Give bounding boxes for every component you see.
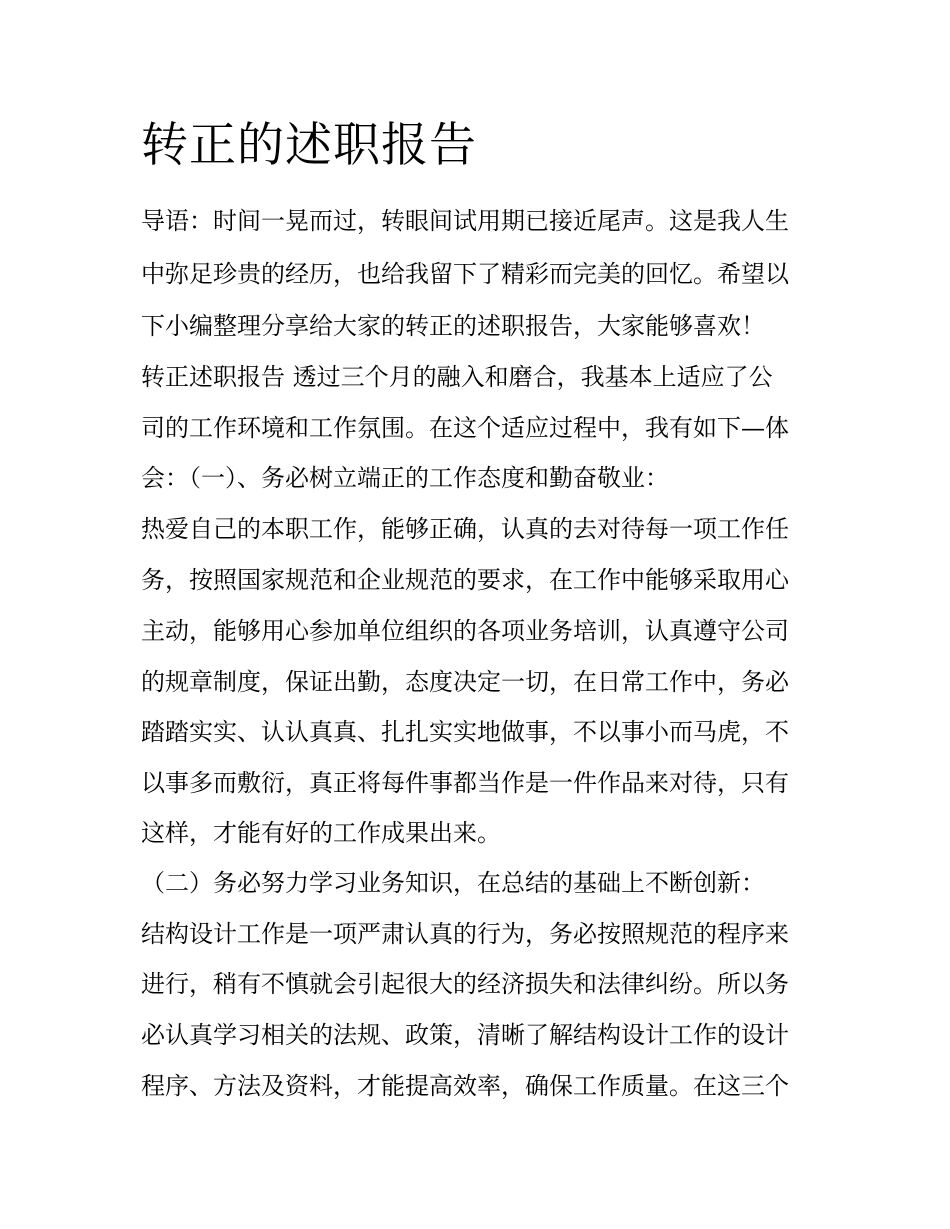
body-line: 主动，能够用心参加单位组织的各项业务培训，认真遵守公司 — [141, 617, 789, 645]
body-line: 进行，稍有不慎就会引起很大的经济损失和法律纠纷。所以务 — [141, 970, 789, 998]
body-line: 必认真学习相关的法规、政策，清晰了解结构设计工作的设计 — [141, 1021, 789, 1049]
body-line: （二）务必努力学习业务知识，在总结的基础上不断创新： — [141, 869, 765, 897]
body-line: 下小编整理分享给大家的转正的述职报告，大家能够喜欢！ — [141, 312, 765, 340]
body-line: 这样，才能有好的工作成果出来。 — [141, 819, 501, 847]
body-line: 导语：时间一晃而过，转眼间试用期已接近尾声。这是我人生 — [141, 207, 789, 235]
body-line: 中弥足珍贵的经历，也给我留下了精彩而完美的回忆。希望以 — [141, 260, 789, 288]
body-line: 务，按照国家规范和企业规范的要求，在工作中能够采取用心 — [141, 566, 789, 594]
body-line: 转正述职报告 透过三个月的融入和磨合，我基本上适应了公 — [141, 363, 773, 391]
body-line: 以事多而敷衍，真正将每件事都当作是一件作品来对待，只有 — [141, 769, 789, 797]
body-line: 的规章制度，保证出勤，态度决定一切，在日常工作中，务必 — [141, 668, 789, 696]
body-line: 程序、方法及资料，才能提高效率，确保工作质量。在这三个 — [141, 1072, 789, 1100]
body-line: 热爱自己的本职工作，能够正确，认真的去对待每一项工作任 — [141, 515, 789, 543]
body-line: 司的工作环境和工作氛围。在这个适应过程中，我有如下—体 — [141, 414, 789, 442]
body-line: 踏踏实实、认认真真、扎扎实实地做事，不以事小而马虎，不 — [141, 718, 789, 746]
body-line: 结构设计工作是一项严肃认真的行为，务必按照规范的程序来 — [141, 920, 789, 948]
body-line: 会：（一）、务必树立端正的工作态度和勤奋敬业： — [141, 464, 669, 492]
page-title: 转正的述职报告 — [141, 118, 477, 173]
